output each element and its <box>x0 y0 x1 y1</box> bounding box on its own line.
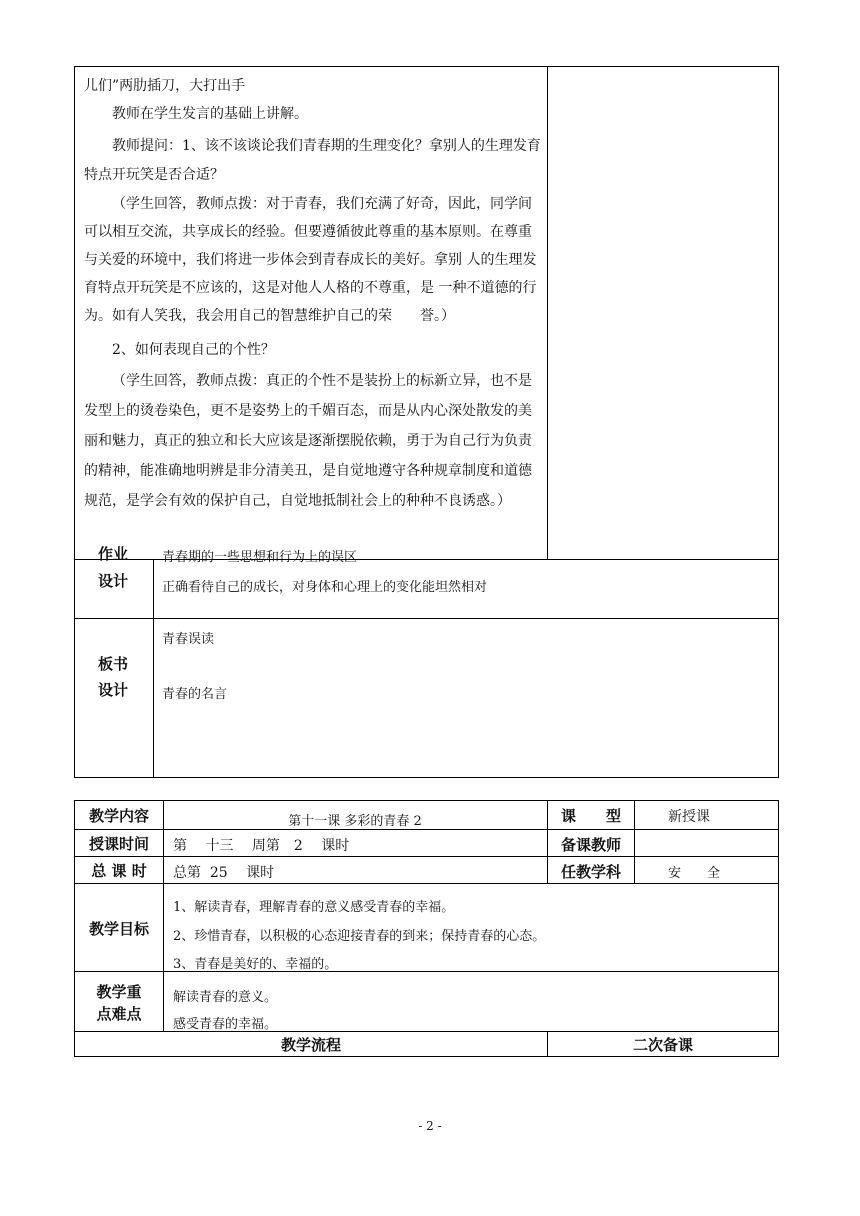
flow-label: 教学流程 <box>280 1036 341 1054</box>
key-point-1: 解读青春的意义。 <box>173 990 278 1005</box>
total-label: 总 课 时 <box>91 862 147 880</box>
goal-1: 1、解读青春，理解青春的意义感受青春的幸福。 <box>173 900 455 915</box>
homework-label-line1: 作业 <box>97 545 128 563</box>
content-label: 教学内容 <box>88 807 149 825</box>
paragraph-student-answer-2: （学生回答，教师点拨：真正的个性不是装扮上的标新立异，也不是发型上的烫卷染色，更不是姿势上的千媚百态，而是从内心深处散发的美丽和魅力，真正的独立和长大应该是逐渐摆脱依赖，勇于为自己行为负责的精神，能准确地明辨是非分清美丑，是自觉地遵守各种规章制度和道德规范，是学会有效的保护自己，自觉地抵制社会上的种种不良诱惑。） <box>84 373 532 509</box>
board-item-1: 青春误读 <box>162 632 215 647</box>
paragraph-teacher-question: 教师提问：1、该不该谈论我们青春期的生理变化？拿别人的生理发育特点开玩笑是否合适？ <box>84 138 541 183</box>
time-label: 授课时间 <box>88 835 149 853</box>
homework-label-line2: 设计 <box>97 572 128 590</box>
upper-table-column-divider <box>547 66 548 559</box>
label-column-divider <box>153 559 154 778</box>
lesson-row-line-3 <box>74 883 779 884</box>
page-number: - 2 - <box>418 1119 442 1133</box>
lesson-label-divider <box>163 800 164 1031</box>
paragraph-question-2: 2、如何表现自己的个性？ <box>112 342 275 358</box>
lesson-mid-divider-flow <box>547 1031 548 1057</box>
lesson-mid-divider <box>547 800 548 883</box>
total-value: 总第 25 课时 <box>173 865 275 881</box>
time-value: 第 十三 周第 2 课时 <box>173 838 350 854</box>
type-value: 新授课 <box>668 809 710 825</box>
second-prep-label: 二次备课 <box>632 1036 693 1054</box>
key-label-line2: 点难点 <box>96 1005 142 1023</box>
lesson-row-line-2 <box>74 856 779 857</box>
key-point-2: 感受青春的幸福。 <box>173 1017 278 1032</box>
subject-label: 任教学科 <box>560 863 621 881</box>
lesson-row-line-1 <box>74 829 779 830</box>
board-row-top <box>74 618 779 619</box>
board-label-line1: 板书 <box>97 655 128 673</box>
goals-label: 教学目标 <box>88 920 149 938</box>
subject-value: 安 全 <box>668 866 721 881</box>
board-label-line2: 设计 <box>97 681 128 699</box>
lesson-right-divider <box>634 800 635 883</box>
type-label: 课 型 <box>560 807 621 825</box>
goal-2: 2、珍惜青春，以积极的心态迎接青春的到来；保持青春的心态。 <box>173 929 546 944</box>
content-value: 第十一课 多彩的青春 2 <box>288 814 422 829</box>
homework-line2: 正确看待自己的成长，对身体和心理上的变化能坦然相对 <box>162 580 488 595</box>
key-label-line1: 教学重 <box>96 983 142 1001</box>
goal-3: 3、青春是美好的、幸福的。 <box>173 957 338 972</box>
homework-line1: 青春期的一些思想和行为上的误区 <box>162 550 358 565</box>
teacher-label: 备课教师 <box>560 836 621 854</box>
paragraph-teacher-explain: 教师在学生发言的基础上讲解。 <box>112 106 308 122</box>
paragraph-student-answer-1: （学生回答，教师点拨：对于青春，我们充满了好奇，因此，同学间可以相互交流，共享成长的经验。但要遵循彼此尊重的基本原则。在尊重与关爱的环境中，我们将进一步体会到青春成长的美好。拿别 人的生理发育特点开玩笑是不应该的，这是对他人人格的不尊重，是 一种不道德的行为。如有人笑我，我会用自己的智慧维护自己的荣 誉。） <box>84 196 537 324</box>
paragraph-continuation: 儿们”两肋插刀，大打出手 <box>84 78 246 94</box>
board-item-2: 青春的名言 <box>162 687 228 702</box>
